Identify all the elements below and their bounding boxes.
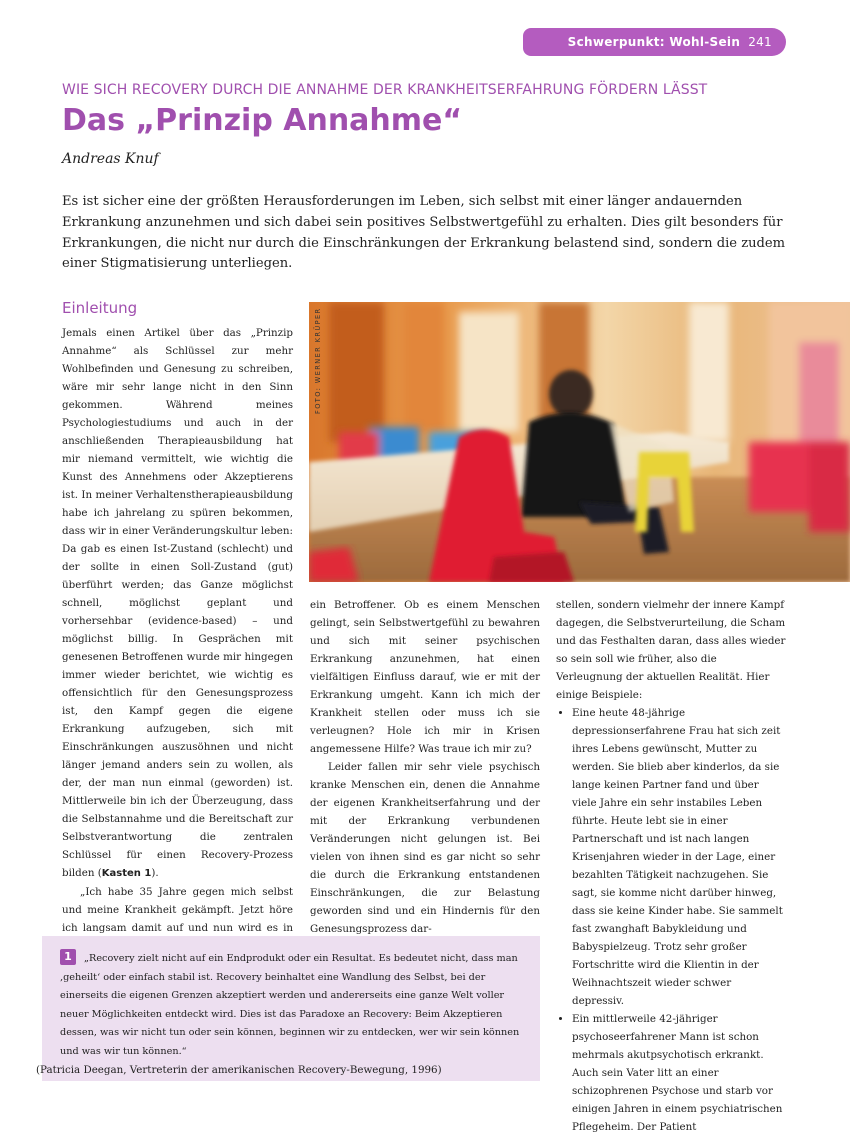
quote-body: „Recovery zielt nicht auf ein Endprodukt oder ein Resultat. Es bedeutet nicht, dass man ‚geheilt‘ oder einfach stabil ist. Recovery beinhaltet eine Wandlung des Selbst, bei der einerseits die eigenen Grenzen akzeptiert werden und andererseits eine ganze Welt voller neuer Möglichkeiten entdeckt wird. Dies ist das Paradoxe an Recovery: Beim Akzeptieren dessen, was wir nicht tun oder sein können, beginnen wir zu entdecken, wer wir sein können und was wir tun können.“ <box>60 953 520 1057</box>
paragraph: ein Betroffener. Ob es einem Menschen gelingt, sein Selbstwertgefühl zu bewahren und sich mit seiner psychischen Erkrankung anzunehmen, hat einen vielfältigen Einfluss darauf, wie er mit der Erkrankung umgeht. Kann ich mich der Krankheit stellen oder muss ich sie verleugnen? Hole ich mir in Krisen angemessene Hilfe? Was traue ich mir zu? <box>310 599 540 755</box>
text-column-3 <box>556 596 786 1136</box>
article-lead: Es ist sicher eine der größten Herausforderungen im Leben, sich selbst mit einer länger andauernden Erkrankung anzunehmen und sich dabei sein positives Selbstwertgefühl zu erhalten. Dies gilt besonders für Erkrankungen, die nicht nur durch die Einschränkungen der Erkrankung belastend sind, sondern die zudem einer Stigmatisierung unterliegen. <box>62 194 786 272</box>
list-item: • Ein mittlerweile 42-jähriger psychoseerfahrener Mann ist schon mehrmals akutpsychotisch erkrankt. Auch sein Vater litt an einer schizophrenen Psychose und starb vor einigen Jahren in einem psychiatrischen Pflegeheim. Der Patient <box>572 1010 786 1136</box>
article-author: Andreas Knuf <box>62 151 159 167</box>
article-kicker: WIE SICH RECOVERY DURCH DIE ANNAHME DER KRANKHEITSERFAHRUNG FÖRDERN LÄSST <box>62 82 708 98</box>
box-number-badge: 1 <box>60 949 76 965</box>
page-number: 241 <box>748 35 772 49</box>
example-list <box>556 704 786 1136</box>
quote-source: (Patricia Deegan, Vertreterin der amerikanischen Recovery-Bewegung, 1996) <box>36 1064 442 1076</box>
photo-credit: FOTO: WERNER KRÜPER <box>314 307 322 414</box>
section-label: Schwerpunkt: Wohl-Sein <box>567 35 741 49</box>
paragraph: Leider fallen mir sehr viele psychisch kranke Menschen ein, denen die Annahme der eigenen Krankheitserfahrung und der mit der Erkrankung verbundenen Veränderungen nicht gelungen ist. Bei vielen von ihnen sind es gar nicht so sehr die durch die Erkrankung entstandenen Einschränkungen, die zur Belastung geworden sind und ein Hindernis für den Genesungsprozess dar- <box>310 761 540 935</box>
text-column-2 <box>310 596 540 938</box>
paragraph: „Ich habe 35 Jahre gegen mich selbst und meine Krankheit gekämpft. Jetzt höre ich langsam damit auf und nun wird es in <box>62 886 293 934</box>
section-tag <box>523 28 786 56</box>
cafeteria-photo <box>309 302 850 582</box>
article-title: Das „Prinzip Annahme“ <box>62 103 463 138</box>
paragraph-text: ). <box>151 867 159 879</box>
list-item: • Eine heute 48-jährige depressionserfahrene Frau hat sich zeit ihres Lebens gewünscht, Mutter zu werden. Sie blieb aber kinderlos, da sie lange keinen Partner fand und über viele Jahre ein sehr instabiles Leben führte. Heute lebt sie in einer Partnerschaft und ist nach langen Krisenjahren wieder in der Lage, einer bezahlten Tätigkeit nachzugehen. Sie sagt, sie komme nicht darüber hinweg, dass sie keine Kinder habe. Sie sammelt fast zwanghaft Babykleidung und Babyspielzeug. Trotz sehr großer Fortschritte wird die Klientin in der Weihnachtszeit wieder schwer depressiv. <box>572 704 786 1010</box>
text-column-1 <box>62 324 293 955</box>
paragraph <box>62 324 293 883</box>
photo-illustration <box>309 302 850 582</box>
paragraph: stellen, sondern vielmehr der innere Kampf dagegen, die Selbstverurteilung, die Scham und das Festhalten daran, dass alles wieder so sein soll wie früher, also die Verleugnung der aktuellen Realität. Hier einige Beispiele: <box>556 599 786 701</box>
section-heading: Einleitung <box>62 299 138 317</box>
paragraph-text: Jemals einen Artikel über das „Prinzip Annahme“ als Schlüssel zur mehr Wohlbefinden und Genesung zu schreiben, wäre mir sehr lange nicht in den Sinn gekommen. Während meines Psychologiestudiums und auch in der anschließenden Therapieausbildung hat mir niemand vermittelt, wie wichtig die Kunst des Annehmens oder Akzeptierens ist. In meiner Verhaltenstherapieausbildung habe ich jahrelang zu spüren bekommen, dass wir in einer Veränderungskultur leben: Da gab es einen Ist-Zustand (schlecht) und der sollte in einen Soll-Zustand (gut) überführt werden; das Ganze möglichst schnell, möglichst geplant und vorhersehbar (evidence-based) – und möglichst billig. In Gesprächen mit genesenen Betroffenen wurde mir hingegen immer wieder berichtet, wie wichtig es offensichtlich für den Genesungsprozess ist, den Kampf gegen die eigene Erkrankung aufzugeben, sich mit Einschränkungen auszusöhnen und nicht länger jemand anders sein zu wollen, als der, der man nun einmal (geworden) ist. Mittlerweile bin ich der Überzeugung, dass die Selbstannahme und die Bereitschaft zur Selbstverantwortung die zentralen Schlüssel für einen Recovery-Prozess bilden ( <box>62 327 293 879</box>
box-reference-link[interactable]: Kasten 1 <box>101 868 152 879</box>
quote-text <box>36 950 530 1081</box>
